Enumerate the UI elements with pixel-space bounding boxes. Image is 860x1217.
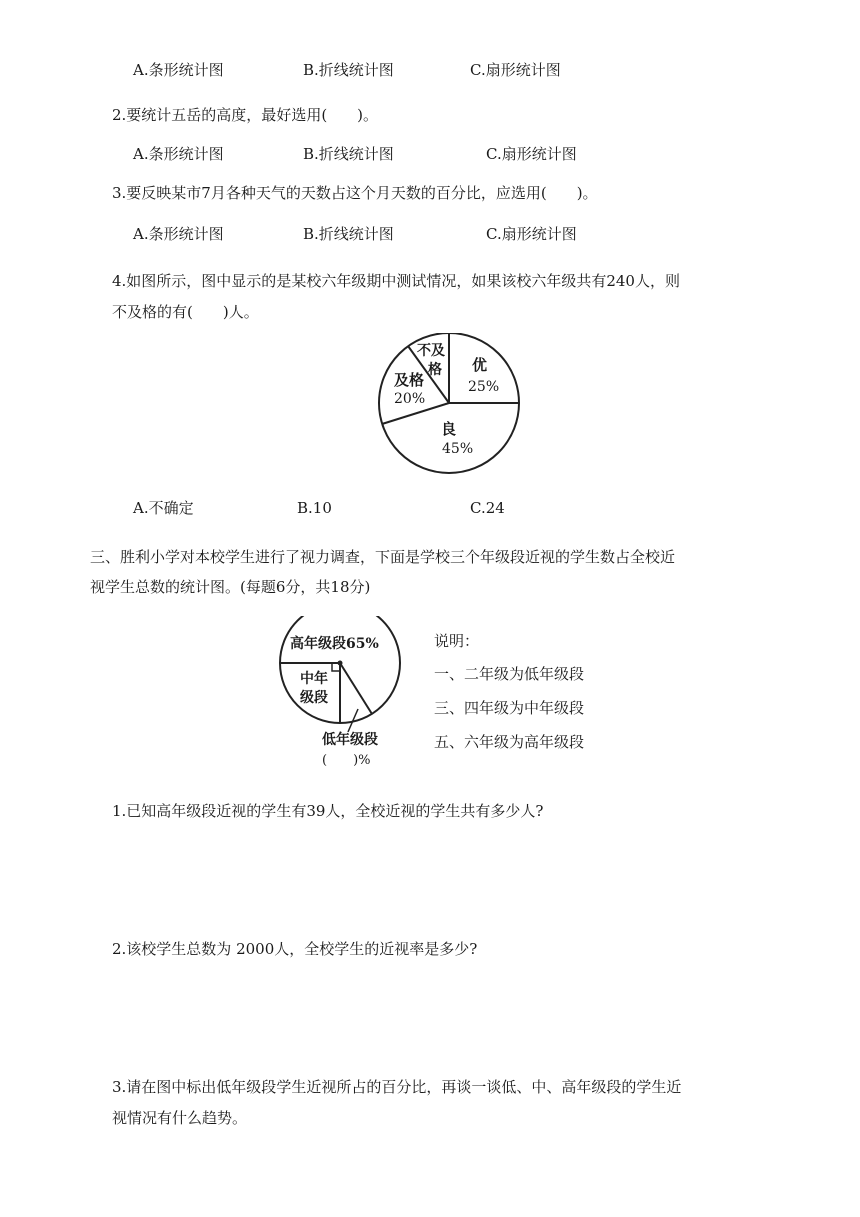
q3-option-c: C.扇形统计图 [486, 225, 577, 243]
section3-intro-line2: 视学生总数的统计图。(每题6分，共18分) [90, 578, 371, 596]
q4-option-a: A.不确定 [133, 499, 194, 517]
center-dot [338, 661, 343, 666]
label-good-pct: 45% [442, 441, 474, 457]
legend-item-mid: 三、四年级为中年级段 [434, 699, 585, 717]
label-fail-line1: 不及 [417, 343, 445, 359]
myopia-pie-chart [272, 616, 422, 771]
q2-text: 2.要统计五岳的高度，最好选用( )。 [112, 106, 379, 124]
q1-option-a: A.条形统计图 [133, 61, 224, 79]
legend-item-high: 五、六年级为高年级段 [434, 733, 585, 751]
slice-boundary-low-high [340, 663, 372, 714]
section3-q2: 2.该校学生总数为 2000人，全校学生的近视率是多少? [112, 940, 478, 958]
label-good: 良 [441, 420, 457, 438]
test-results-pie-chart [372, 333, 532, 483]
label-mid-line1: 中年 [300, 671, 328, 687]
q1-option-c: C.扇形统计图 [470, 61, 561, 79]
label-high: 高年级段65% [290, 636, 379, 652]
q4-option-b: B.10 [297, 499, 332, 517]
label-fail-line2: 格 [428, 362, 442, 378]
q3-option-b: B.折线统计图 [303, 225, 394, 243]
section3-q1: 1.已知高年级段近视的学生有39人，全校近视的学生共有多少人? [112, 802, 544, 820]
label-pass: 及格 [394, 371, 425, 389]
q4-text-line2: 不及格的有( )人。 [112, 303, 259, 321]
label-low-blank: ( )% [322, 753, 371, 768]
label-low: 低年级段 [322, 732, 378, 748]
legend-title: 说明： [434, 632, 480, 650]
label-excellent-pct: 25% [468, 379, 500, 395]
q4-text-line1: 4.如图所示，图中显示的是某校六年级期中测试情况，如果该校六年级共有240人，则 [112, 272, 680, 290]
legend-item-low: 一、二年级为低年级段 [434, 665, 585, 683]
section3-q3-line1: 3.请在图中标出低年级段学生近视所占的百分比，再谈一谈低、中、高年级段的学生近 [112, 1078, 682, 1096]
q3-text: 3.要反映某市7月各种天气的天数占这个月天数的百分比，应选用( )。 [112, 184, 598, 202]
q2-option-c: C.扇形统计图 [486, 145, 577, 163]
label-excellent: 优 [472, 356, 488, 374]
q3-option-a: A.条形统计图 [133, 225, 224, 243]
label-pass-pct: 20% [394, 391, 426, 407]
q2-option-b: B.折线统计图 [303, 145, 394, 163]
section3-q3-line2: 视情况有什么趋势。 [112, 1109, 248, 1127]
label-mid-line2: 级段 [300, 690, 328, 706]
q1-option-b: B.折线统计图 [303, 61, 394, 79]
section3-intro-line1: 三、胜利小学对本校学生进行了视力调查，下面是学校三个年级段近视的学生数占全校近 [90, 548, 676, 566]
q2-option-a: A.条形统计图 [133, 145, 224, 163]
q4-option-c: C.24 [470, 499, 505, 517]
